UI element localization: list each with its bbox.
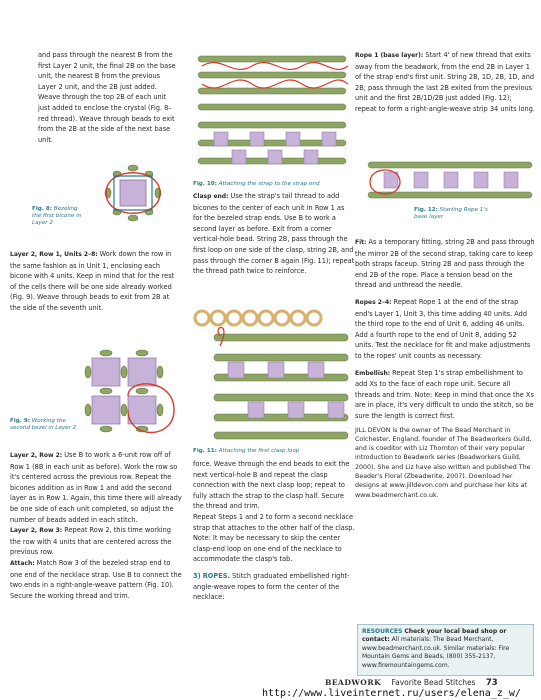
- layer2-row2-heading: Layer 2, Row 2:: [10, 452, 63, 459]
- attach-text: Match Row 3 of the bezeled strap end to one end of the necklace strap. Use B to connect the two ends in a right-angle-weave pattern (Fig. 10). Secure the working thread and trim.: [10, 558, 182, 600]
- rope1-heading: Rope 1 (base layer):: [355, 52, 424, 59]
- step3-text: Stitch graduated embellished right-angle-weave ropes to form the center of the necklace:: [193, 571, 350, 602]
- fig8-beads: [105, 165, 161, 221]
- fig10-label: Fig. 10:: [193, 181, 217, 187]
- layer2-row3-text: Repeat Row 2, this time working the row with 4 units that are centered across the previous row.: [10, 526, 172, 557]
- fig8-caption: [32, 206, 84, 227]
- fig9-text: Working the second bezel in Layer 2: [10, 418, 77, 431]
- layer2-row1-block: [10, 249, 182, 314]
- layer2-row2-text: Use B to work a 6-unit row off of Row 1 (8B in each unit as before). Work the row so it's centered across the previous row. Repeat the bicones addition as in Row 1 and add the second layer as in Row 1. Again, this time there will already be one side of each unit completed, so adjust the number of beads added in each stitch.: [10, 451, 182, 524]
- layer2-row1-text: Work down the row in the same fashion as in Unit 1, enclosing each bicone with 4 units. Keep in mind that for the rest of the cells there will be one side already worked (Fig. 9). Weave through beads to exit from 2B at the side of the seventh unit.: [10, 250, 175, 312]
- column-3: [355, 50, 535, 115]
- paragraph-layer2-finish: and pass through the nearest B from the first Layer 2 unit, the final 2B on the base unit, the nearest B from the previous Layer 2 unit, and the 2B just added. Weave through the top 2B of each unit just added to enclose the crystal (Fig. 8–red thread). Weave through beads to exit from the 2B at the side of the next base unit.: [38, 51, 176, 144]
- layer2-row1-heading: Layer 2, Row 1, Units 2–8:: [10, 251, 98, 258]
- fig11-beadwork: [195, 311, 348, 439]
- paragraph-force: force. Weave through the end beads to exit the next vertical-hole B and repeat the clasp connection with the next clasp loop; repeat to fully attach the strap to the clasp half. Secure the thread and trim.: [193, 460, 350, 511]
- fig10-beadwork: [198, 56, 348, 164]
- figure-8: [102, 162, 164, 226]
- fig9-caption: [10, 418, 80, 432]
- clasp-end-heading: Clasp end:: [193, 193, 229, 200]
- fig11-text: Attaching the first clasp loop: [218, 448, 300, 454]
- resources-box: [357, 624, 534, 676]
- fig9-label: Fig. 9:: [10, 418, 30, 424]
- embellish-heading: Embellish:: [355, 369, 391, 377]
- figure-10: [192, 48, 352, 178]
- fig10-text: Attaching the strap to the strap end: [218, 181, 320, 187]
- column-2: [193, 181, 355, 277]
- layer2-rows-block: [10, 450, 182, 601]
- resources-text: All materials: The Bead Merchant, www.beadmerchant.co.uk. Similar materials: Fire Mountain Gems and Beads, (800) 355-2137, www.firemountaingems.com.: [362, 636, 510, 669]
- column-2-lower: [193, 448, 355, 603]
- fig12-label: Fig. 12:: [414, 207, 438, 213]
- resources-subtitle: Check your local bead shop or contact:: [362, 628, 507, 644]
- layer2-row3-heading: Layer 2, Row 3:: [10, 527, 63, 535]
- clasp-end-text: Use the strap's tail thread to add bicones to the center of each unit in Row 1 as for the bezeled strap ends. Use B to work a second layer as before. Exit from a corner vertical-hole bead. String 2B, pass through the first loop on one side of the clasp, string 2B, and pass through the corner B again (Fig. 11); repeat the thread path twice to reinforce.: [193, 192, 355, 276]
- step3-number: 3): [193, 571, 201, 580]
- fig12-caption: [414, 207, 494, 221]
- fig11-label: Fig. 11:: [193, 448, 217, 454]
- fit-heading: Fit:: [355, 239, 367, 246]
- figure-9: [84, 348, 184, 438]
- footer-brand: BEADWORK: [325, 678, 382, 687]
- rope1-text: Start 4' of new thread that exits away from the beadwork, from the end 2B in Layer 1 of the strap end's first unit. String 2B, 1D, 2B, 1D, and 2B; pass through the last 2B exited from the previous unit and the first 2B/1D/2B just added (Fig. 12); repeat to form a right-angle-weave strip 34 units long.: [355, 51, 535, 113]
- author-bio: JILL DEVON is the owner of The Bead Merchant in Colchester, England, founder of The Beadworkers Guild, and is coeditor with Liz Thornton of their very popular introduction to Beadwork series (Beadworkers Guild, 2000). She and Liz have also written and published The Beader's Floral (Zbeadwrite, 2007). Download her designs at www.jilldevon.com and purchase her kits at www.beadmerchant.co.uk.: [355, 426, 532, 499]
- page-number: 73: [485, 678, 498, 688]
- resources-title: RESOURCES: [362, 628, 403, 635]
- step3-title: ROPES.: [202, 571, 230, 580]
- crystal-bicone: [120, 180, 146, 206]
- watermark-url: http://www.liveinternet.ru/users/elena_z_w/: [262, 688, 521, 699]
- fig9-grid: [85, 350, 174, 433]
- column-3-lower: [355, 237, 535, 500]
- figure-11: [192, 306, 352, 446]
- page-footer: [325, 678, 498, 688]
- fig8-text: Bezeling the first bicone in Layer 2: [32, 206, 82, 226]
- fig12-beadwork: [368, 162, 532, 198]
- attach-heading: Attach:: [10, 559, 35, 567]
- figure-12: [366, 158, 534, 208]
- embellish-text: Repeat Step 1's strap embellishment to add Xs to the face of each rope unit. Secure all threads and trim. Note: Keep in mind that once the Xs are in place, it's very difficult to undo the stitch, so be sure the length is correct first.: [355, 368, 534, 420]
- paragraph-repeat-steps: Repeat Steps 1 and 2 to form a second necklace strap that attaches to the other half of the clasp. Note: It may be necessary to skip the center clasp-end loop on one end of the necklace to accommodate the clasp's tab.: [193, 512, 355, 564]
- fit-text: As a temporary fitting, string 2B and pass through the mirror 2B of the second strap, taking care to keep both straps faceup. String 2B and pass through the end 2B of the rope. Place a tension bead on the thread and unthread the needle.: [355, 238, 535, 290]
- footer-title: Favorite Bead Stitches: [391, 678, 476, 687]
- fig8-label: Fig. 8:: [32, 206, 52, 212]
- ropes24-text: Repeat Rope 1 at the end of the strap end's Layer 1, Unit 3, this time adding 40 units. Add the third rope to the end of Unit 6, adding 46 units. Add a fourth rope to the end of Unit 8, adding 52 units. Test the necklace for fit and make adjustments to the ropes' unit counts as necessary.: [355, 297, 531, 360]
- fig12-text: Starting Rope 1's base layer: [414, 207, 488, 220]
- ropes24-heading: Ropes 2–4:: [355, 298, 392, 306]
- column-1: [10, 50, 180, 145]
